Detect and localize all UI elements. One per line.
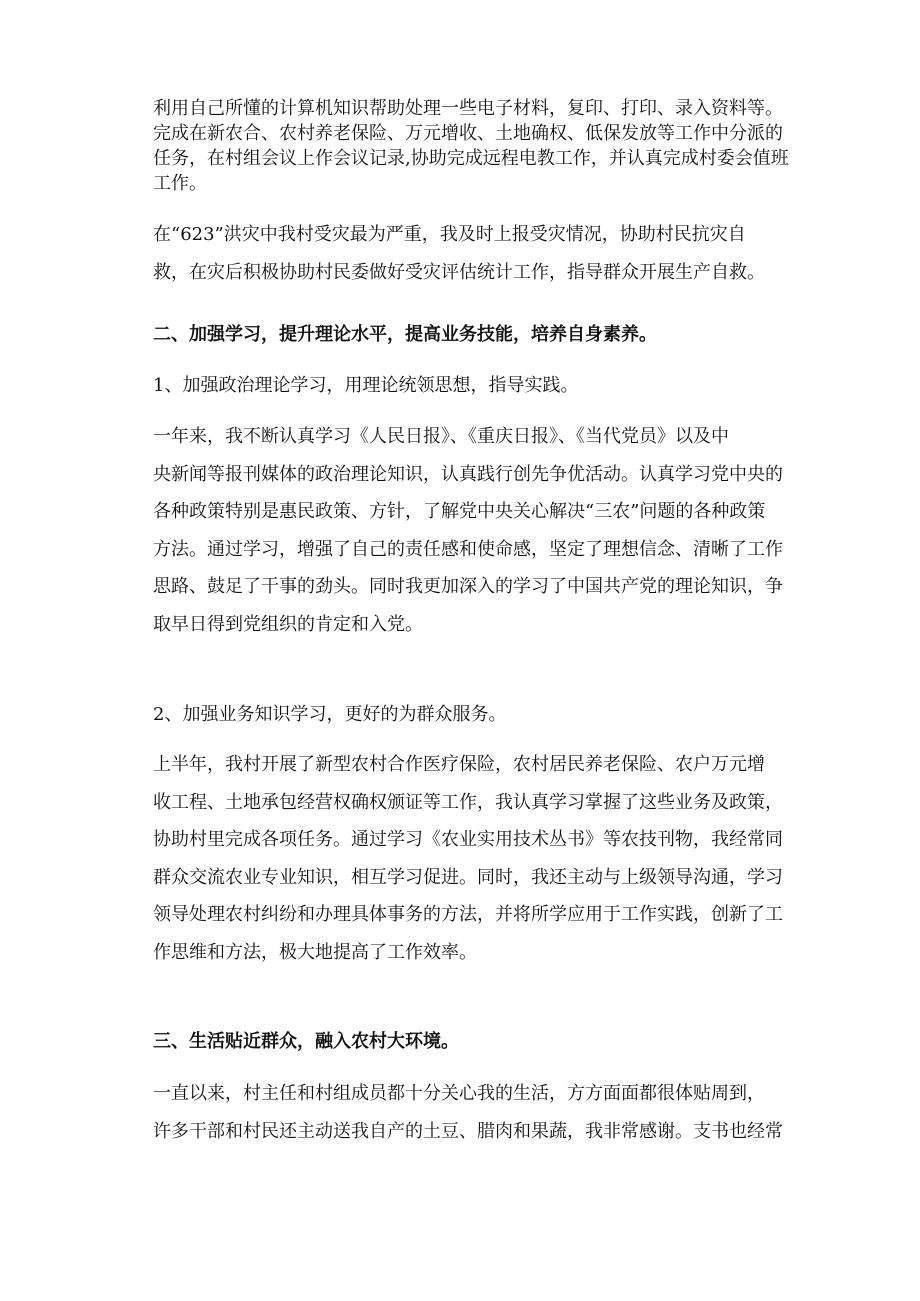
text-line: 群众交流农业专业知识，相互学习促进。同时，我还主动与上级领导沟通，学习 [153,866,783,888]
text-line: 上半年，我村开展了新型农村合作医疗保险，农村居民养老保险、农户万元增 [153,754,765,775]
text-line: 任务，在村组会议上作会议记录,协助完成远程电教工作，并认真完成村委会值班 [153,148,789,169]
subheading-text: 2、加强业务知识学习，更好的为群众服务。 [153,704,507,725]
section-heading-2 [153,316,793,354]
text-line: 完成在新农合、农村养老保险、万元增收、土地确权、低保发放等工作中分派的 [153,123,783,144]
text-line: 思路、鼓足了干事的劲头。同时我更加深入的学习了中国共产党的理论知识，争 [153,576,783,597]
subheading-text: 1、加强政治理论学习，用理论统领思想，指导实践。 [153,375,579,396]
text-line: 作思维和方法，极大地提高了工作效率。 [153,941,477,963]
text-line: 协助村里完成各项任务。通过学习《农业实用技术丛书》等农技刊物，我经常同 [153,829,783,850]
heading-text: 三、生活贴近群众，融入农村大环境。 [153,1031,459,1052]
paragraph-4 [153,746,793,971]
paragraph-3 [153,418,793,643]
subheading-2 [153,696,793,734]
text-line: 许多干部和村民还主动送我自产的土豆、腊肉和果蔬，我非常感谢。支书也经常 [153,1120,783,1142]
text-line: 一直以来，村主任和村组成员都十分关心我的生活，方方面面都很体贴周到， [153,1083,765,1104]
paragraph-1 [153,96,793,196]
text-line: 在“623”洪灾中我村受灾最为严重，我及时上报受灾情况，协助村民抗灾自 [153,224,746,245]
heading-text: 二、加强学习，提升理论水平，提高业务技能，培养自身素养。 [153,324,657,345]
text-line: 央新闻等报刊媒体的政治理论知识，认真践行创先争优活动。认真学习党中央的 [153,463,783,485]
text-line: 一年来，我不断认真学习《人民日报》、《重庆日报》、《当代党员》以及中 [153,426,729,447]
text-line: 救，在灾后积极协助村民委做好受灾评估统计工作，指导群众开展生产自救。 [153,261,765,283]
text-line: 取早日得到党组织的肯定和入党。 [153,613,423,635]
text-line: 方法。通过学习，增强了自己的责任感和使命感，坚定了理想信念、清晰了工作 [153,538,783,560]
text-line: 工作。 [153,173,207,194]
text-line: 各种政策特别是惠民政策、方针，了解党中央关心解决“三农”问题的各种政策 [153,501,766,522]
paragraph-5 [153,1075,793,1150]
text-line: 收工程、土地承包经营权确权颁证等工作，我认真学习掌握了这些业务及政策， [153,791,783,813]
paragraph-2 [153,216,793,291]
subheading-1 [153,367,793,405]
section-heading-3 [153,1023,793,1061]
text-line: 利用自己所懂的计算机知识帮助处理一些电子材料，复印、打印、录入资料等。 [153,98,783,119]
text-line: 领导处理农村纠纷和办理具体事务的方法，并将所学应用于工作实践，创新了工 [153,904,783,925]
